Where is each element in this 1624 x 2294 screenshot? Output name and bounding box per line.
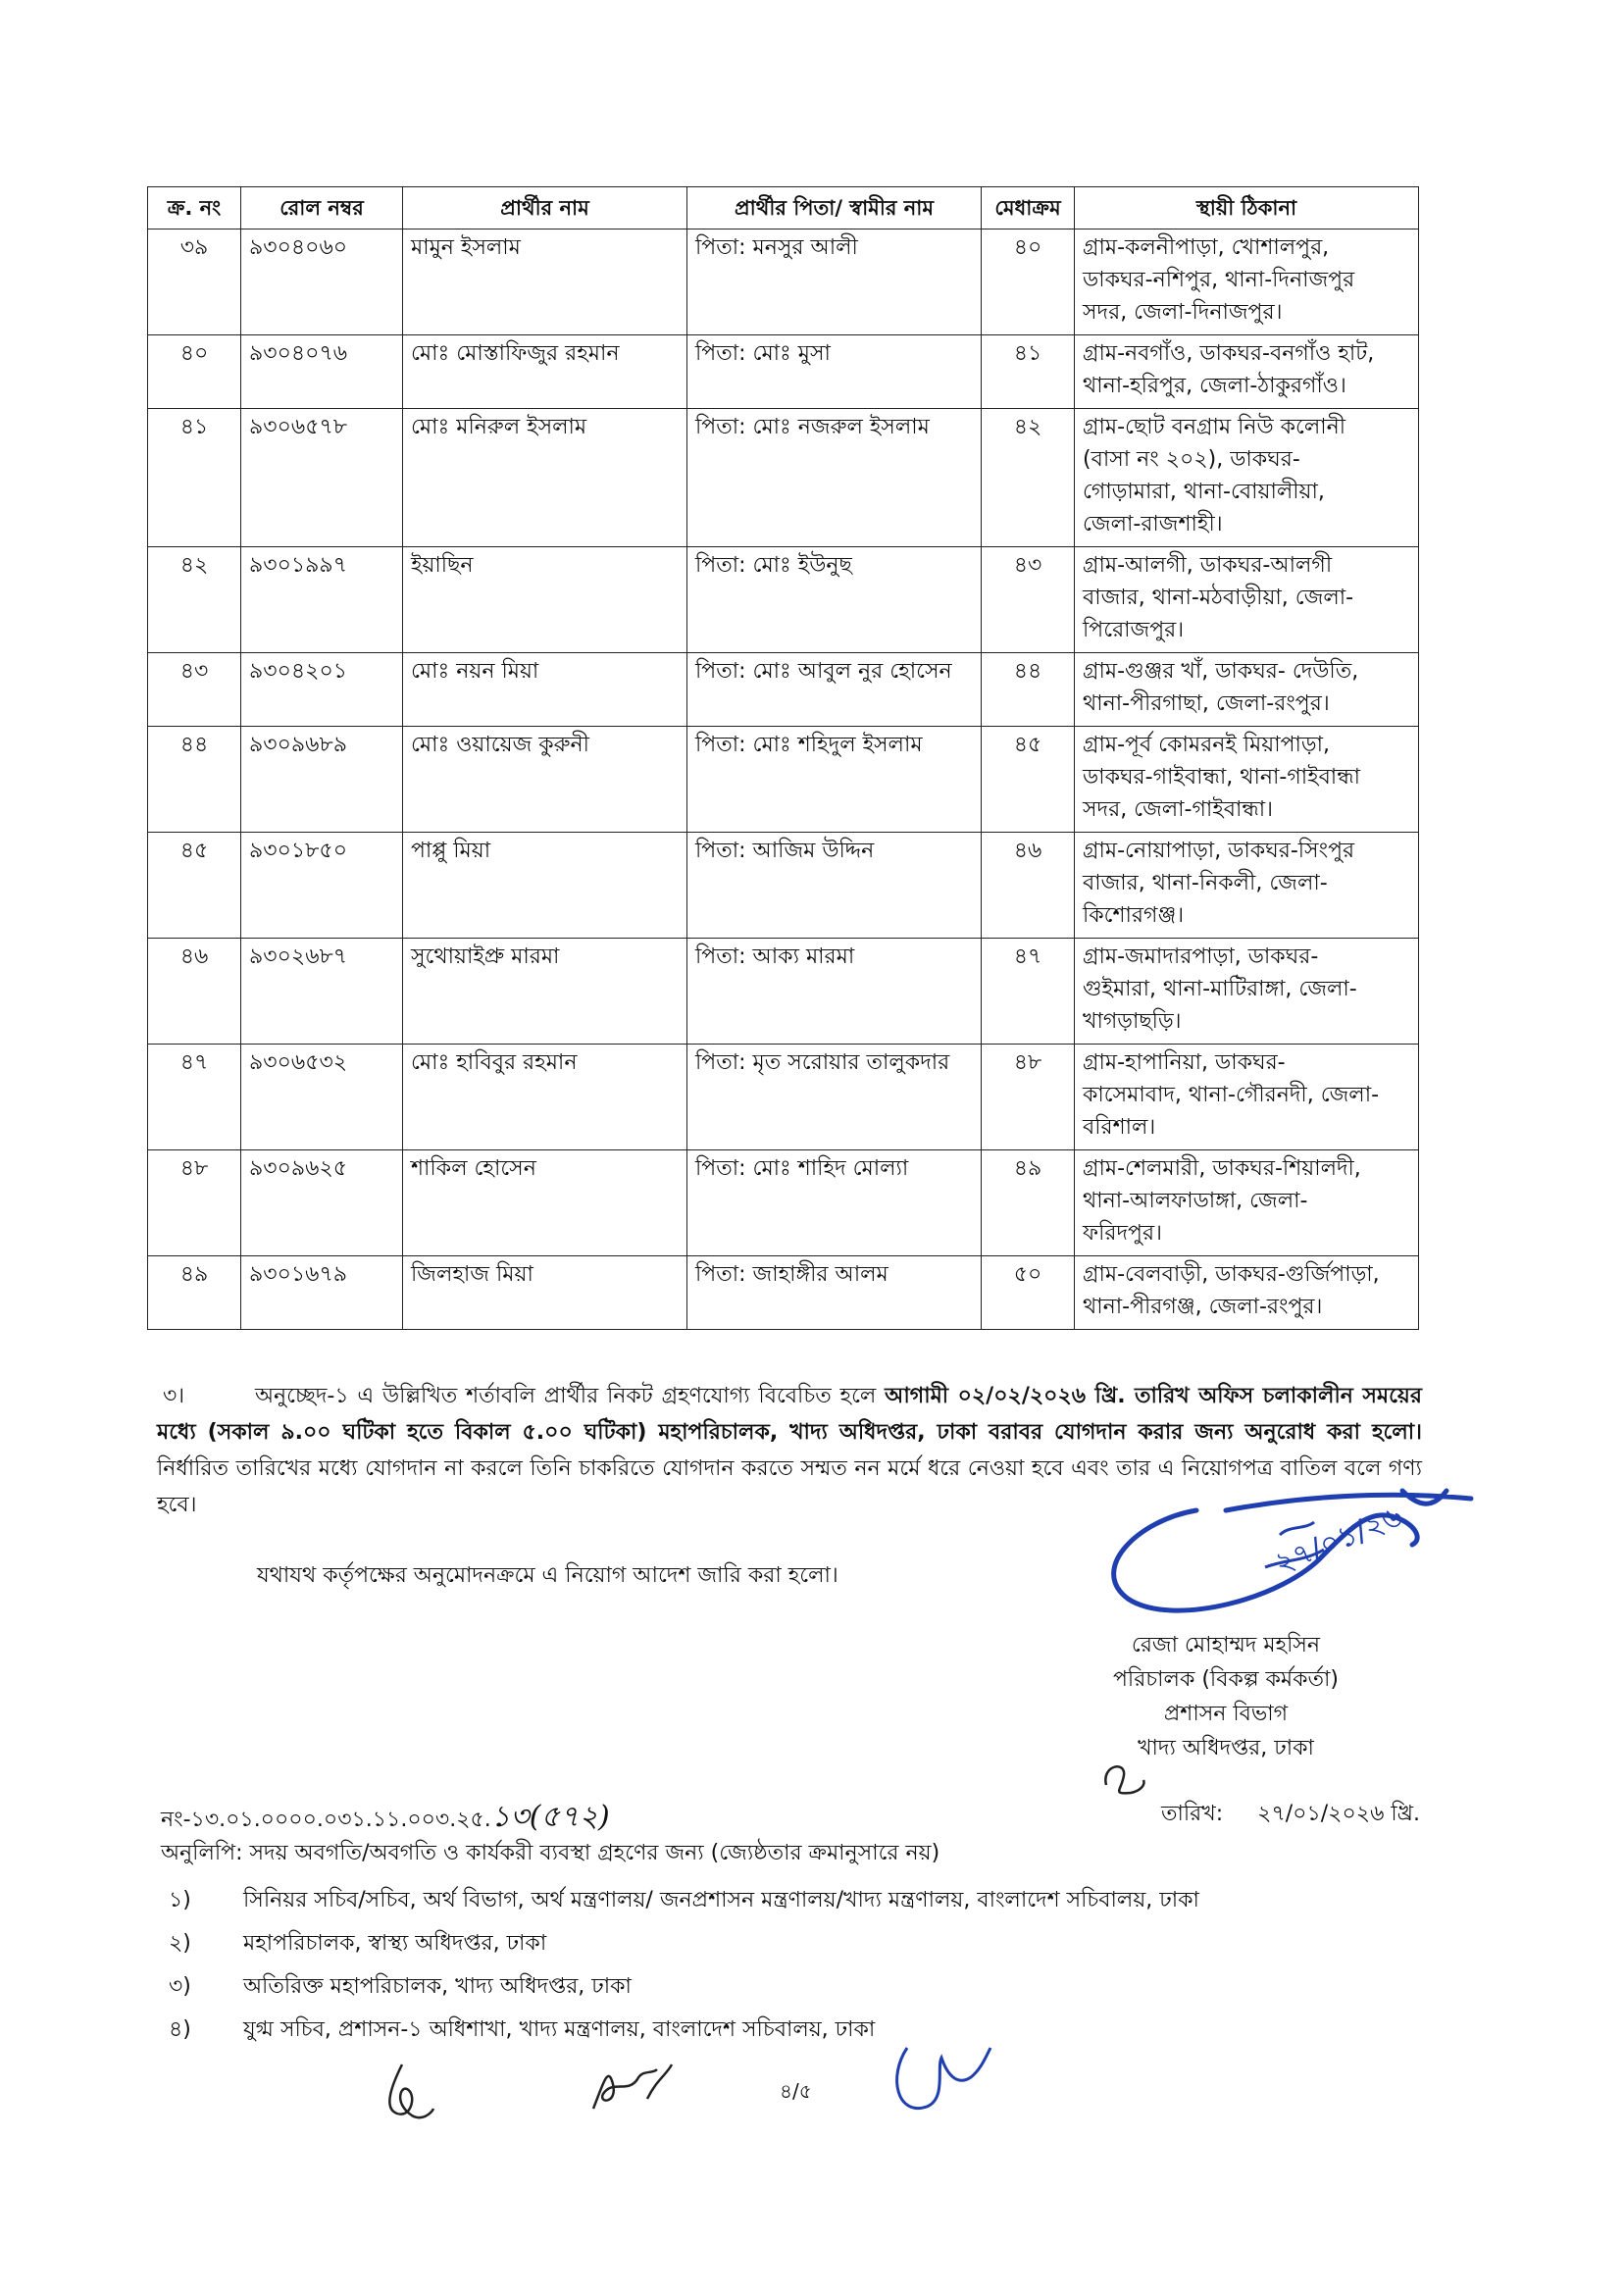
serial-cell: ৪৪ xyxy=(148,727,241,833)
address-line: গ্রাম-আলগী, ডাকঘর-আলগী xyxy=(1083,553,1333,578)
merit-cell: ৪০ xyxy=(982,229,1075,335)
roll-cell: ৯৩০৪২০১ xyxy=(241,653,403,727)
serial-cell: ৪২ xyxy=(148,547,241,653)
merit-cell: ৪৮ xyxy=(982,1045,1075,1150)
address-line: গ্রাম-শেলমারী, ডাকঘর-শিয়ালদী, xyxy=(1083,1156,1361,1181)
cc-item-text: সিনিয়র সচিব/সচিব, অর্থ বিভাগ, অর্থ মন্ত্রণালয়/ জনপ্রশাসন মন্ত্রণালয়/খাদ্য মন্ত্রণালয়, বাংলাদেশ সচিবালয়, ঢাকা xyxy=(243,1888,1199,1912)
bottom-initial-1 xyxy=(373,2055,441,2133)
merit-cell: ৪৫ xyxy=(982,727,1075,833)
address-cell xyxy=(1075,653,1419,727)
name-cell: পাপ্পু মিয়া xyxy=(403,833,687,939)
address-cell xyxy=(1075,1150,1419,1256)
signatory-designation: পরিচালক (বিকল্প কর্মকর্তা) xyxy=(1112,1667,1340,1692)
serial-cell: ৪৯ xyxy=(148,1256,241,1330)
bottom-initial-2 xyxy=(574,2055,691,2123)
merit-cell: ৪৬ xyxy=(982,833,1075,939)
roll-cell: ৯৩০১৬৭৯ xyxy=(241,1256,403,1330)
address-line: (বাসা নং ২০২), ডাকঘর- xyxy=(1083,447,1300,472)
address-line: জেলা-রাজশাহী। xyxy=(1083,512,1223,536)
address-cell xyxy=(1075,833,1419,939)
father-cell: পিতা: মোঃ ইউনুছ xyxy=(687,547,982,653)
merit-cell: ৪২ xyxy=(982,409,1075,547)
merit-cell: ৪৯ xyxy=(982,1150,1075,1256)
cc-item-number: ৪) xyxy=(169,2017,191,2042)
address-line: গ্রাম-নবগাঁও, ডাকঘর-বনগাঁও হাট, xyxy=(1083,341,1375,366)
cc-title: অনুলিপি: সদয় অবগতি/অবগতি ও কার্যকরী ব্যবস্থা গ্রহণের জন্য (জ্যেষ্ঠতার ক্রমানুসারে নয়) xyxy=(161,1841,940,1865)
merit-cell: ৪৪ xyxy=(982,653,1075,727)
address-cell xyxy=(1075,547,1419,653)
address-line: গ্রাম-গুঞ্জর খাঁ, ডাকঘর- দেউতি, xyxy=(1083,659,1359,684)
signatory-division: প্রশাসন বিভাগ xyxy=(1163,1702,1289,1726)
merit-cell: ৪৭ xyxy=(982,939,1075,1045)
name-cell: মোঃ নয়ন মিয়া xyxy=(403,653,687,727)
merit-cell: ৪৩ xyxy=(982,547,1075,653)
table-body xyxy=(148,229,1419,1330)
roll-cell: ৯৩০৯৬৮৯ xyxy=(241,727,403,833)
roll-cell: ৯৩০৪০৭৬ xyxy=(241,335,403,409)
father-cell: পিতা: আক্য মারমা xyxy=(687,939,982,1045)
serial-cell: ৪৬ xyxy=(148,939,241,1045)
address-line: বরিশাল। xyxy=(1083,1115,1156,1140)
paragraph-3-text-a: অনুচ্ছেদ-১ এ উল্লিখিত শর্তাবলি প্রার্থীর নিকট গ্রহণযোগ্য বিবেচিত হলে xyxy=(255,1384,886,1408)
address-line: গ্রাম-ছোট বনগ্রাম নিউ কলোনী xyxy=(1083,415,1346,439)
director-signature xyxy=(1079,1452,1491,1628)
cc-item-number: ৩) xyxy=(169,1974,191,1999)
initial-mark-stroke xyxy=(1105,1766,1143,1793)
serial-cell: ৪৫ xyxy=(148,833,241,939)
table-row xyxy=(148,1045,1419,1150)
roll-cell: ৯৩০৪০৬০ xyxy=(241,229,403,335)
signature-handwritten-date: ২৭/০১/২৬ xyxy=(1269,1499,1408,1582)
approval-text: যথাযথ কর্তৃপক্ষের অনুমোদনক্রমে এ নিয়োগ আদেশ জারি করা হলো। xyxy=(257,1563,838,1588)
father-cell: পিতা: মোঃ শাহিদ মোল্যা xyxy=(687,1150,982,1256)
address-line: গ্রাম-হাপানিয়া, ডাকঘর- xyxy=(1083,1050,1286,1075)
address-line: গ্রাম-বেলবাড়ী, ডাকঘর-গুর্জিপাড়া, xyxy=(1083,1262,1380,1287)
cc-item-number: ২) xyxy=(169,1931,191,1956)
address-cell xyxy=(1075,939,1419,1045)
paragraph-3-text-b: নির্ধারিত তারিখের মধ্যে যোগদান না করলে তিনি চাকরিতে যোগদান করতে সম্মত নন মর্মে ধরে নেওয়া হবে এবং তার এ নিয়োগপত্র বাতিল বলে গণ্য হবে। xyxy=(157,1456,1422,1517)
roll-cell: ৯৩০১৮৫০ xyxy=(241,833,403,939)
father-cell: পিতা: জাহাঙ্গীর আলম xyxy=(687,1256,982,1330)
table-row xyxy=(148,409,1419,547)
table-row xyxy=(148,939,1419,1045)
address-line: ডাকঘর-নশিপুর, থানা-দিনাজপুর xyxy=(1083,268,1355,292)
memo-date-value: ২৭/০১/২০২৬ খ্রি. xyxy=(1257,1802,1421,1826)
name-cell: মোঃ হাবিবুর রহমান xyxy=(403,1045,687,1150)
father-cell: পিতা: মৃত সরোয়ার তালুকদার xyxy=(687,1045,982,1150)
name-cell: শাকিল হোসেন xyxy=(403,1150,687,1256)
serial-cell: ৪০ xyxy=(148,335,241,409)
name-cell: মোঃ ওয়ায়েজ কুরুনী xyxy=(403,727,687,833)
roll-cell: ৯৩০২৬৮৭ xyxy=(241,939,403,1045)
name-cell: মোঃ মোস্তাফিজুর রহমান xyxy=(403,335,687,409)
table-row xyxy=(148,335,1419,409)
name-cell: জিলহাজ মিয়া xyxy=(403,1256,687,1330)
address-line: থানা-আলফাডাঙ্গা, জেলা- xyxy=(1083,1189,1308,1213)
name-cell: ইয়াছিন xyxy=(403,547,687,653)
memo-date-label: তারিখ: xyxy=(1161,1802,1224,1826)
father-cell: পিতা: মোঃ নজরুল ইসলাম xyxy=(687,409,982,547)
address-line: গ্রাম-নোয়াপাড়া, ডাকঘর-সিংপুর xyxy=(1083,839,1355,863)
address-line: গুইমারা, থানা-মাটিরাঙ্গা, জেলা- xyxy=(1083,977,1357,1001)
serial-cell: ৪৭ xyxy=(148,1045,241,1150)
page-number: ৪/৫ xyxy=(780,2079,812,2103)
father-cell: পিতা: মোঃ মুসা xyxy=(687,335,982,409)
memo-number xyxy=(161,1800,610,1835)
address-cell xyxy=(1075,335,1419,409)
address-cell xyxy=(1075,727,1419,833)
address-cell xyxy=(1075,1256,1419,1330)
memo-handwritten-suffix: ১৩(৫৭২) xyxy=(490,1800,610,1834)
address-line: থানা-হরিপুর, জেলা-ঠাকুরগাঁও। xyxy=(1083,374,1346,398)
roll-cell: ৯৩০৬৫৩২ xyxy=(241,1045,403,1150)
table-row xyxy=(148,1150,1419,1256)
name-cell: মোঃ মনিরুল ইসলাম xyxy=(403,409,687,547)
serial-cell: ৩৯ xyxy=(148,229,241,335)
address-line: বাজার, থানা-মঠবাড়ীয়া, জেলা- xyxy=(1083,586,1354,610)
cc-item-text: যুগ্ম সচিব, প্রশাসন-১ অধিশাখা, খাদ্য মন্ত্রণালয়, বাংলাদেশ সচিবালয়, ঢাকা xyxy=(243,2017,876,2042)
table-row xyxy=(148,229,1419,335)
roll-cell: ৯৩০১৯৯৭ xyxy=(241,547,403,653)
address-line: পিরোজপুর। xyxy=(1083,618,1185,642)
initial-mark xyxy=(1096,1756,1155,1805)
signatory-block xyxy=(1059,1628,1393,1765)
serial-cell: ৪১ xyxy=(148,409,241,547)
bottom-initial-3 xyxy=(883,2028,1000,2126)
address-line: গ্রাম-কলনীপাড়া, খোশালপুর, xyxy=(1083,235,1330,260)
address-line: বাজার, থানা-নিকলী, জেলা- xyxy=(1083,871,1328,895)
table-row xyxy=(148,653,1419,727)
initial-stroke xyxy=(593,2065,672,2109)
merit-cell: ৪১ xyxy=(982,335,1075,409)
candidate-table xyxy=(147,186,1419,1330)
address-line: সদর, জেলা-গাইবান্ধা। xyxy=(1083,797,1274,822)
cc-item-text: অতিরিক্ত মহাপরিচালক, খাদ্য অধিদপ্তর, ঢাকা xyxy=(243,1974,632,1999)
initial-stroke xyxy=(897,2048,990,2109)
address-line: গ্রাম-জমাদারপাড়া, ডাকঘর- xyxy=(1083,944,1319,969)
signatory-office: খাদ্য অধিদপ্তর, ঢাকা xyxy=(1138,1736,1314,1760)
name-cell: মামুন ইসলাম xyxy=(403,229,687,335)
address-line: থানা-পীরগঞ্জ, জেলা-রংপুর। xyxy=(1083,1295,1323,1319)
table-header-row xyxy=(148,187,1419,229)
header-serial: ক্র. নং xyxy=(148,187,241,229)
table-row xyxy=(148,547,1419,653)
header-name: প্রার্থীর নাম xyxy=(403,187,687,229)
father-cell: পিতা: আজিম উদ্দিন xyxy=(687,833,982,939)
roll-cell: ৯৩০৯৬২৫ xyxy=(241,1150,403,1256)
name-cell: সুথোয়াইপ্রু মারমা xyxy=(403,939,687,1045)
roll-cell: ৯৩০৬৫৭৮ xyxy=(241,409,403,547)
address-cell xyxy=(1075,229,1419,335)
cc-item-number: ১) xyxy=(169,1888,191,1912)
paragraph-3-bold: আগামী ০২/০২/২০২৬ খ্রি. তারিখ অফিস চলাকালীন সময়ের মধ্যে (সকাল ৯.০০ ঘটিকা হতে বিকাল ৫.০০ ঘটিকা) মহাপরিচালক, খাদ্য অধিদপ্তর, ঢাকা বরাবর যোগদান করার জন্য অনুরোধ করা হলো। xyxy=(157,1384,1422,1445)
address-line: কিশোরগঞ্জ। xyxy=(1083,903,1185,928)
address-line: ডাকঘর-গাইবান্ধা, থানা-গাইবান্ধা xyxy=(1083,765,1360,790)
signatory-name: রেজা মোহাম্মদ মহসিন xyxy=(1131,1633,1321,1657)
address-cell xyxy=(1075,1045,1419,1150)
address-line: ফরিদপুর। xyxy=(1083,1221,1162,1246)
father-cell: পিতা: মোঃ আবুল নুর হোসেন xyxy=(687,653,982,727)
paragraph-3-number: ৩। xyxy=(163,1384,185,1408)
memo-number-text: নং-১৩.০১.০০০০.০৩১.১১.০০৩.২৫. xyxy=(161,1808,491,1832)
header-roll: রোল নম্বর xyxy=(241,187,403,229)
address-line: থানা-পীরগাছা, জেলা-রংপুর। xyxy=(1083,691,1330,716)
memo-date xyxy=(1161,1797,1420,1833)
address-line: কাসেমাবাদ, থানা-গৌরনদী, জেলা- xyxy=(1083,1083,1380,1107)
father-cell: পিতা: মোঃ শহিদুল ইসলাম xyxy=(687,727,982,833)
header-merit: মেধাক্রম xyxy=(982,187,1075,229)
address-cell xyxy=(1075,409,1419,547)
header-father: প্রার্থীর পিতা/ স্বামীর নাম xyxy=(687,187,982,229)
merit-cell: ৫০ xyxy=(982,1256,1075,1330)
serial-cell: ৪৩ xyxy=(148,653,241,727)
address-line: গ্রাম-পূর্ব কোমরনই মিয়াপাড়া, xyxy=(1083,733,1331,757)
table-row xyxy=(148,727,1419,833)
approval-statement xyxy=(257,1557,1061,1594)
address-line: গোড়ামারা, থানা-বোয়ালীয়া, xyxy=(1083,480,1325,504)
serial-cell: ৪৮ xyxy=(148,1150,241,1256)
address-line: সদর, জেলা-দিনাজপুর। xyxy=(1083,300,1283,325)
cc-item-text: মহাপরিচালক, স্বাস্থ্য অধিদপ্তর, ঢাকা xyxy=(243,1931,547,1956)
father-cell: পিতা: মনসুর আলী xyxy=(687,229,982,335)
header-address: স্থায়ী ঠিকানা xyxy=(1075,187,1419,229)
table-row xyxy=(148,833,1419,939)
address-line: খাগড়াছড়ি। xyxy=(1083,1009,1182,1034)
table-row xyxy=(148,1256,1419,1330)
initial-stroke xyxy=(389,2065,433,2117)
